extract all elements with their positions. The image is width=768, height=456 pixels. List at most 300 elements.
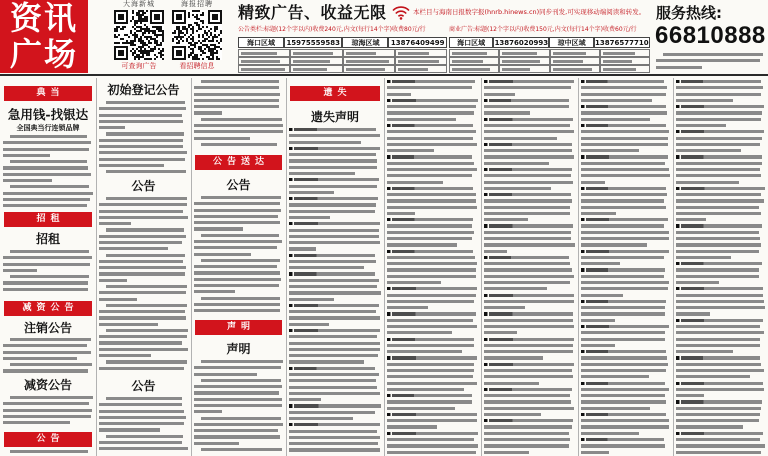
text-line bbox=[484, 187, 551, 190]
text-line bbox=[99, 341, 182, 344]
text-line bbox=[99, 279, 127, 282]
text-line bbox=[194, 137, 250, 140]
text-line bbox=[194, 124, 283, 127]
text-line bbox=[581, 262, 620, 265]
text-line bbox=[289, 229, 379, 232]
text-line bbox=[289, 310, 376, 313]
text-line bbox=[603, 68, 636, 71]
text-line bbox=[241, 52, 277, 55]
entry-first-line bbox=[676, 356, 760, 359]
text-line bbox=[346, 60, 389, 63]
entry-first-line bbox=[676, 130, 764, 133]
agent-table-cell bbox=[238, 65, 290, 73]
text-line bbox=[3, 263, 90, 266]
text-line bbox=[676, 419, 759, 422]
contact-phone: 13876409499 bbox=[388, 37, 447, 48]
text-line bbox=[99, 158, 185, 161]
text-line bbox=[484, 250, 507, 253]
entry-first-line bbox=[676, 262, 762, 265]
text-line bbox=[581, 338, 665, 341]
text-line bbox=[484, 130, 574, 133]
text-line bbox=[387, 425, 437, 428]
entry-first-line bbox=[581, 350, 666, 353]
text-line bbox=[387, 325, 477, 328]
text-line bbox=[99, 410, 184, 413]
entry-first-line bbox=[484, 388, 572, 391]
text-line bbox=[581, 319, 615, 322]
text-line bbox=[99, 272, 185, 275]
text-line bbox=[581, 312, 665, 315]
text-line bbox=[10, 450, 88, 453]
text-line bbox=[3, 192, 93, 195]
text-line bbox=[387, 444, 478, 447]
text-line bbox=[387, 400, 472, 403]
text-line bbox=[201, 234, 279, 237]
entry-first-line bbox=[387, 338, 474, 341]
entry-first-line bbox=[289, 197, 378, 200]
text-line bbox=[10, 135, 87, 138]
text-line bbox=[581, 243, 647, 246]
rent-ad-title: 招租 bbox=[35, 232, 60, 246]
hotline-box bbox=[652, 0, 768, 73]
text-line bbox=[581, 281, 669, 284]
entry-first-line bbox=[676, 155, 762, 158]
text-line bbox=[484, 105, 569, 108]
text-line bbox=[289, 153, 376, 156]
sync-notice-text: 本栏目与海南日报数字报(hnrb.hinews.cn)同步刊发,可实现移动端阅读和转发。 bbox=[413, 8, 646, 16]
lost-entries bbox=[289, 128, 381, 456]
text-line bbox=[387, 281, 441, 284]
text-line bbox=[484, 243, 575, 246]
entry-first-line bbox=[676, 224, 762, 227]
pawn-ad-body bbox=[3, 135, 93, 208]
text-line bbox=[676, 375, 750, 378]
text-line bbox=[289, 323, 329, 326]
text-line bbox=[194, 253, 251, 256]
text-line bbox=[398, 68, 429, 71]
entry-first-line bbox=[484, 363, 574, 366]
text-line bbox=[99, 428, 160, 431]
text-line bbox=[99, 203, 187, 206]
cancel-notice-body bbox=[3, 338, 93, 376]
text-line bbox=[663, 53, 763, 56]
text-line bbox=[581, 375, 649, 378]
agent-table-cell bbox=[550, 49, 600, 57]
qr-bottom-label: 可查询广告 bbox=[121, 62, 157, 70]
entry-first-line bbox=[676, 400, 762, 403]
text-line bbox=[484, 111, 530, 114]
entry-first-line bbox=[484, 143, 572, 146]
agent-table-cell bbox=[343, 49, 395, 57]
text-line bbox=[387, 243, 457, 246]
text-line bbox=[676, 407, 761, 410]
text-line bbox=[484, 425, 572, 428]
register-notice-title: 初始登记公告 bbox=[107, 83, 180, 97]
entry-first-line bbox=[581, 105, 666, 108]
text-line bbox=[387, 407, 455, 410]
agent-table-cell bbox=[449, 49, 499, 57]
text-line bbox=[194, 309, 280, 312]
text-line bbox=[289, 285, 377, 288]
entry-first-line bbox=[484, 312, 573, 315]
contact-row-left bbox=[238, 37, 447, 48]
text-line bbox=[194, 278, 281, 281]
text-line bbox=[194, 391, 279, 394]
text-line bbox=[676, 118, 761, 121]
text-line bbox=[194, 86, 279, 89]
text-line bbox=[484, 206, 570, 209]
text-line bbox=[10, 250, 89, 253]
entry-first-line bbox=[387, 413, 477, 416]
text-line bbox=[676, 388, 764, 391]
text-line bbox=[106, 197, 187, 200]
text-line bbox=[106, 228, 184, 231]
text-line bbox=[3, 141, 91, 144]
text-line bbox=[484, 212, 570, 215]
text-line bbox=[581, 99, 652, 102]
text-line bbox=[484, 300, 574, 303]
text-line bbox=[676, 363, 761, 366]
entry-first-line bbox=[289, 304, 379, 307]
wifi-arc bbox=[398, 15, 403, 16]
text-line bbox=[293, 60, 330, 63]
text-line bbox=[484, 369, 572, 372]
text-line bbox=[289, 134, 380, 137]
entry-first-line bbox=[289, 272, 375, 275]
text-line bbox=[201, 379, 281, 382]
text-line bbox=[99, 139, 183, 142]
text-line bbox=[289, 141, 361, 144]
text-line bbox=[10, 363, 92, 366]
text-line bbox=[581, 388, 669, 391]
qr-top-label: 海报招聘 bbox=[181, 0, 213, 8]
text-line bbox=[452, 68, 490, 71]
text-line bbox=[484, 350, 573, 353]
text-line bbox=[484, 124, 570, 127]
agent-table-cell bbox=[290, 49, 342, 57]
text-line bbox=[106, 254, 185, 257]
text-line bbox=[676, 199, 764, 202]
text-line bbox=[99, 348, 188, 351]
text-line bbox=[99, 260, 183, 263]
column-rule bbox=[481, 78, 482, 456]
text-line bbox=[106, 285, 187, 288]
text-line bbox=[387, 275, 476, 278]
text-line bbox=[398, 52, 429, 55]
text-line bbox=[676, 250, 759, 253]
text-line bbox=[99, 126, 125, 129]
text-line bbox=[106, 329, 188, 332]
text-line bbox=[484, 86, 571, 89]
text-line bbox=[484, 394, 570, 397]
text-line bbox=[452, 52, 487, 55]
text-line bbox=[387, 86, 472, 89]
text-line bbox=[581, 356, 667, 359]
column-3 bbox=[193, 78, 284, 456]
entry-first-line bbox=[581, 382, 665, 385]
text-line bbox=[484, 407, 574, 410]
lost-entries bbox=[484, 80, 575, 456]
column-2 bbox=[98, 78, 189, 456]
service-notice-body bbox=[194, 196, 283, 316]
masthead-line-2: 广场 bbox=[9, 35, 78, 73]
text-line bbox=[293, 68, 326, 71]
rate-notice-text: 公告类栏:标题(12个字以内)收费240元,内文(每行14个字)收费80元/行 bbox=[238, 26, 426, 33]
entry-first-line bbox=[484, 193, 571, 196]
text-line bbox=[484, 275, 574, 278]
text-line bbox=[387, 319, 473, 322]
text-line bbox=[289, 442, 378, 445]
text-line bbox=[289, 166, 377, 169]
text-line bbox=[99, 416, 186, 419]
text-line bbox=[676, 162, 762, 165]
text-line bbox=[289, 247, 316, 250]
text-line bbox=[289, 398, 321, 401]
slogan: 精致广告、收益无限 bbox=[238, 3, 387, 22]
hotline-note bbox=[656, 53, 764, 71]
text-line bbox=[581, 143, 668, 146]
text-line bbox=[106, 101, 185, 104]
text-line bbox=[387, 262, 477, 265]
column-6 bbox=[483, 78, 576, 456]
contact-phone: 15975559583 bbox=[284, 37, 343, 48]
column-1 bbox=[2, 78, 94, 456]
agent-table-cell bbox=[343, 57, 395, 65]
text-line bbox=[106, 132, 184, 135]
text-line bbox=[676, 143, 760, 146]
entry-first-line bbox=[387, 250, 473, 253]
text-line bbox=[289, 191, 334, 194]
text-line bbox=[484, 149, 572, 152]
text-line bbox=[387, 300, 474, 303]
text-line bbox=[387, 174, 472, 177]
text-line bbox=[3, 256, 92, 259]
qr-code-modules bbox=[172, 10, 222, 60]
text-line bbox=[289, 379, 376, 382]
entry-first-line bbox=[581, 438, 664, 441]
text-line bbox=[484, 331, 517, 334]
entry-first-line bbox=[581, 80, 664, 83]
entry-first-line bbox=[581, 218, 668, 221]
text-line bbox=[676, 93, 761, 96]
text-line bbox=[99, 441, 182, 444]
rate-notice bbox=[238, 25, 445, 35]
text-line bbox=[581, 237, 669, 240]
text-line bbox=[676, 231, 759, 234]
entry-first-line bbox=[387, 356, 477, 359]
text-line bbox=[581, 419, 669, 422]
entry-first-line bbox=[676, 187, 765, 190]
entry-first-line bbox=[387, 287, 477, 290]
text-line bbox=[676, 413, 760, 416]
text-line bbox=[387, 438, 474, 441]
text-line bbox=[289, 448, 380, 451]
text-line bbox=[676, 325, 760, 328]
entry-first-line bbox=[484, 338, 574, 341]
text-line bbox=[289, 216, 330, 219]
notice-title: 公告 bbox=[131, 179, 156, 193]
text-line bbox=[676, 174, 761, 177]
text-line bbox=[289, 291, 381, 294]
agent-table-cell bbox=[499, 49, 549, 57]
text-line bbox=[99, 316, 186, 319]
text-line bbox=[581, 193, 667, 196]
text-line bbox=[346, 68, 386, 71]
text-line bbox=[201, 80, 279, 83]
text-line bbox=[581, 206, 666, 209]
entry-first-line bbox=[484, 80, 574, 83]
entry-first-line bbox=[581, 268, 665, 271]
text-line bbox=[553, 52, 587, 55]
text-line bbox=[676, 243, 761, 246]
text-line bbox=[484, 356, 543, 359]
text-line bbox=[289, 203, 376, 206]
notice-title: 公告 bbox=[226, 178, 251, 192]
text-line bbox=[194, 99, 279, 102]
text-line bbox=[99, 241, 182, 244]
text-line bbox=[201, 143, 277, 146]
text-line bbox=[676, 149, 741, 152]
entry-first-line bbox=[581, 250, 669, 253]
entry-first-line bbox=[676, 80, 761, 83]
qr-block-1 bbox=[112, 0, 166, 73]
agent-table-cell bbox=[238, 49, 290, 57]
text-line bbox=[106, 360, 187, 363]
text-line bbox=[387, 199, 476, 202]
text-line bbox=[502, 52, 537, 55]
qr-code bbox=[172, 10, 222, 60]
text-line bbox=[10, 396, 93, 399]
text-line bbox=[99, 145, 183, 148]
text-line bbox=[553, 68, 592, 71]
text-line bbox=[387, 206, 477, 209]
text-line bbox=[99, 403, 182, 406]
section-bar-pawn: 典当 bbox=[4, 86, 92, 101]
text-line bbox=[581, 174, 670, 177]
text-line bbox=[99, 310, 185, 313]
entry-first-line bbox=[387, 432, 478, 435]
entry-first-line bbox=[484, 118, 573, 121]
text-line bbox=[201, 297, 280, 300]
text-line bbox=[676, 338, 760, 341]
text-line bbox=[99, 247, 168, 250]
text-line bbox=[676, 312, 710, 315]
text-line bbox=[387, 294, 476, 297]
text-line bbox=[194, 435, 280, 438]
entry-first-line bbox=[387, 99, 478, 102]
text-line bbox=[289, 392, 380, 395]
text-line bbox=[293, 52, 332, 55]
text-line bbox=[194, 202, 280, 205]
agent-table-cell bbox=[343, 65, 395, 73]
rate-commercial bbox=[449, 25, 649, 35]
column-7 bbox=[580, 78, 671, 456]
text-line bbox=[194, 209, 281, 212]
text-line bbox=[484, 281, 570, 284]
text-line bbox=[398, 60, 439, 63]
text-line bbox=[676, 451, 761, 454]
text-line bbox=[484, 444, 569, 447]
text-line bbox=[289, 360, 364, 363]
entry-first-line bbox=[387, 155, 472, 158]
text-line bbox=[387, 162, 474, 165]
text-line bbox=[676, 268, 759, 271]
column-8 bbox=[675, 78, 766, 456]
text-line bbox=[387, 105, 476, 108]
text-line bbox=[3, 288, 88, 291]
text-line bbox=[106, 304, 187, 307]
lost-entries bbox=[581, 80, 670, 456]
entry-first-line bbox=[387, 312, 476, 315]
text-line bbox=[676, 350, 733, 353]
agent-table-cell bbox=[449, 65, 499, 73]
text-line bbox=[3, 357, 77, 360]
text-line bbox=[99, 266, 186, 269]
entry-first-line bbox=[676, 319, 763, 322]
text-line bbox=[289, 411, 375, 414]
text-line bbox=[10, 160, 87, 163]
contact-phone: 13876577710 bbox=[595, 39, 649, 47]
text-line bbox=[3, 154, 50, 157]
text-line bbox=[581, 93, 666, 96]
text-line bbox=[581, 451, 609, 454]
text-line bbox=[3, 204, 87, 207]
text-line bbox=[387, 331, 452, 334]
text-line bbox=[99, 151, 187, 154]
entry-first-line bbox=[289, 147, 380, 150]
text-line bbox=[676, 256, 731, 259]
text-line bbox=[676, 300, 764, 303]
text-line bbox=[99, 210, 183, 213]
text-line bbox=[387, 212, 415, 215]
text-line bbox=[581, 369, 666, 372]
text-line bbox=[387, 350, 462, 353]
agent-table-cell bbox=[499, 57, 549, 65]
text-line bbox=[581, 149, 639, 152]
text-line bbox=[603, 60, 632, 63]
text-line bbox=[201, 259, 280, 262]
text-line bbox=[387, 375, 473, 378]
text-line bbox=[3, 415, 91, 418]
text-line bbox=[289, 279, 379, 282]
wifi-arc bbox=[396, 11, 406, 13]
text-line bbox=[194, 105, 279, 108]
section-bar-notice: 公告 bbox=[4, 432, 92, 447]
text-line bbox=[106, 435, 183, 438]
entry-first-line bbox=[581, 325, 669, 328]
statement-title: 声明 bbox=[226, 342, 251, 356]
text-line bbox=[106, 397, 182, 400]
text-line bbox=[581, 275, 664, 278]
text-line bbox=[452, 60, 483, 63]
text-line bbox=[581, 111, 667, 114]
text-line bbox=[289, 185, 377, 188]
text-line bbox=[484, 262, 570, 265]
entry-first-line bbox=[676, 432, 763, 435]
section-bar-capital: 减资公告 bbox=[4, 301, 92, 316]
entry-first-line bbox=[484, 419, 573, 422]
text-line bbox=[676, 193, 761, 196]
text-line bbox=[676, 394, 704, 397]
text-line bbox=[3, 269, 37, 272]
wifi-dot bbox=[400, 17, 403, 20]
rate-commercial-text: 商业广告:标题(12个字以内)收费150元,内文(每行14个字)收费60元/行 bbox=[449, 26, 637, 33]
text-line bbox=[201, 196, 281, 199]
text-line bbox=[3, 173, 91, 176]
agent-table-cell bbox=[395, 57, 447, 65]
wifi-icon bbox=[392, 5, 410, 20]
text-line bbox=[10, 185, 89, 188]
